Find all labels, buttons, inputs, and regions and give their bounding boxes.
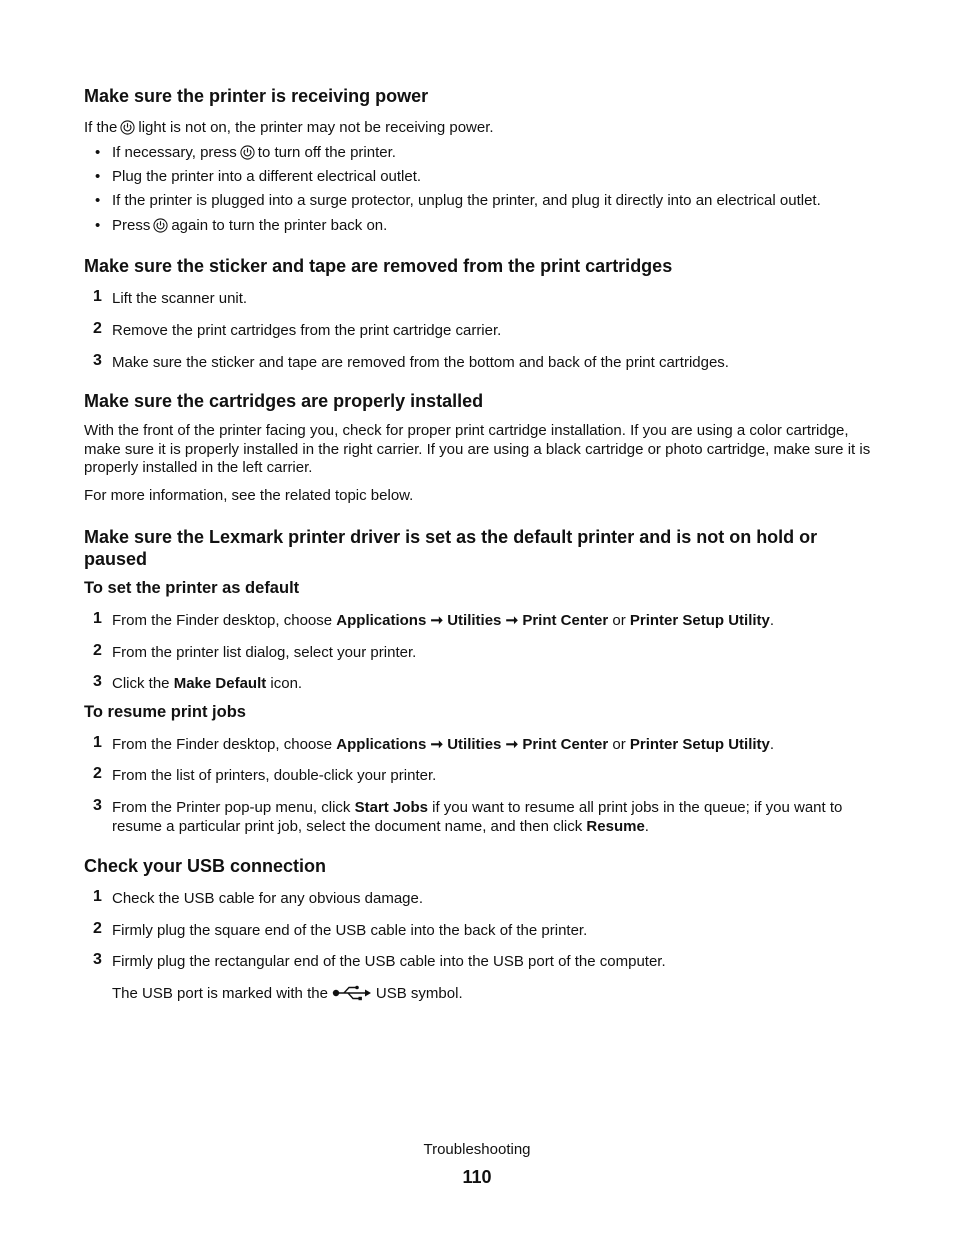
step-text: From the Printer pop-up menu, click Start Jobs if you want to resume all print jobs in the queue; if you want to resume a particular print job, select the document name, and then click Resume.	[112, 799, 843, 835]
power-icon	[153, 218, 168, 233]
list-item: Plug the printer into a different electrical outlet.	[112, 168, 422, 185]
subheading-resume-jobs: To resume print jobs	[84, 703, 246, 721]
step-text: From the list of printers, double-click your printer.	[112, 767, 437, 784]
step-number: 2	[93, 920, 102, 937]
step-text: Firmly plug the rectangular end of the USB cable into the USB port of the computer.	[112, 953, 666, 970]
cartridge-paragraph: With the front of the printer facing you, check for proper print cartridge installation. If you are using a color cartridge, make sure it is properly installed in the right carrier. If you are using a black cartridge or photo cartridge, make sure it is properly installed in the left carrier.	[84, 422, 871, 476]
step-text: From the printer list dialog, select your printer.	[112, 644, 417, 661]
power-icon	[240, 145, 255, 160]
step-number: 1	[93, 888, 102, 905]
list-item: If necessary, press to turn off the printer.	[112, 144, 396, 161]
bullet: •	[95, 192, 101, 209]
step-text: Click the Make Default icon.	[112, 675, 303, 692]
step-text: From the Finder desktop, choose Applications ➞ Utilities ➞ Print Center or Printer Setup Utility.	[112, 612, 775, 629]
heading-usb: Check your USB connection	[84, 856, 327, 876]
footer-section-label: Troubleshooting	[423, 1141, 531, 1158]
subheading-set-default: To set the printer as default	[84, 579, 300, 597]
step-number: 3	[93, 352, 102, 369]
power-intro: If the light is not on, the printer may not be receiving power.	[84, 119, 494, 136]
step-text: From the Finder desktop, choose Applications ➞ Utilities ➞ Print Center or Printer Setup Utility.	[112, 736, 775, 753]
step-number: 1	[93, 734, 102, 751]
heading-sticker-tape: Make sure the sticker and tape are removed from the print cartridges	[84, 256, 673, 276]
step-text: Make sure the sticker and tape are removed from the bottom and back of the print cartridges.	[112, 354, 729, 371]
step-number: 1	[93, 610, 102, 627]
list-item: If the printer is plugged into a surge protector, unplug the printer, and plug it directly into an electrical outlet.	[112, 192, 821, 209]
step-text: Remove the print cartridges from the print cartridge carrier.	[112, 322, 502, 339]
step-number: 3	[93, 951, 102, 968]
step-number: 3	[93, 797, 102, 814]
step-text: Lift the scanner unit.	[112, 290, 248, 307]
bullet: •	[95, 217, 101, 234]
step-number: 1	[93, 288, 102, 305]
step-number: 2	[93, 320, 102, 337]
step-text: Firmly plug the square end of the USB cable into the back of the printer.	[112, 922, 588, 939]
related-topic-note: For more information, see the related topic below.	[84, 487, 414, 504]
power-icon	[120, 120, 135, 135]
step-number: 2	[93, 642, 102, 659]
step-number: 3	[93, 673, 102, 690]
bullet: •	[95, 168, 101, 185]
usb-note: The USB port is marked with the USB symbol.	[112, 985, 463, 1002]
heading-cartridges-installed: Make sure the cartridges are properly installed	[84, 391, 484, 411]
page-number: 110	[462, 1167, 492, 1187]
heading-default-printer: Make sure the Lexmark printer driver is set as the default printer and is not on hold or paused	[84, 527, 818, 569]
usb-icon	[332, 985, 372, 1001]
step-text: Check the USB cable for any obvious damage.	[112, 890, 424, 907]
list-item: Press again to turn the printer back on.	[112, 217, 388, 234]
heading-power: Make sure the printer is receiving power	[84, 86, 429, 106]
bullet: •	[95, 144, 101, 161]
step-number: 2	[93, 765, 102, 782]
